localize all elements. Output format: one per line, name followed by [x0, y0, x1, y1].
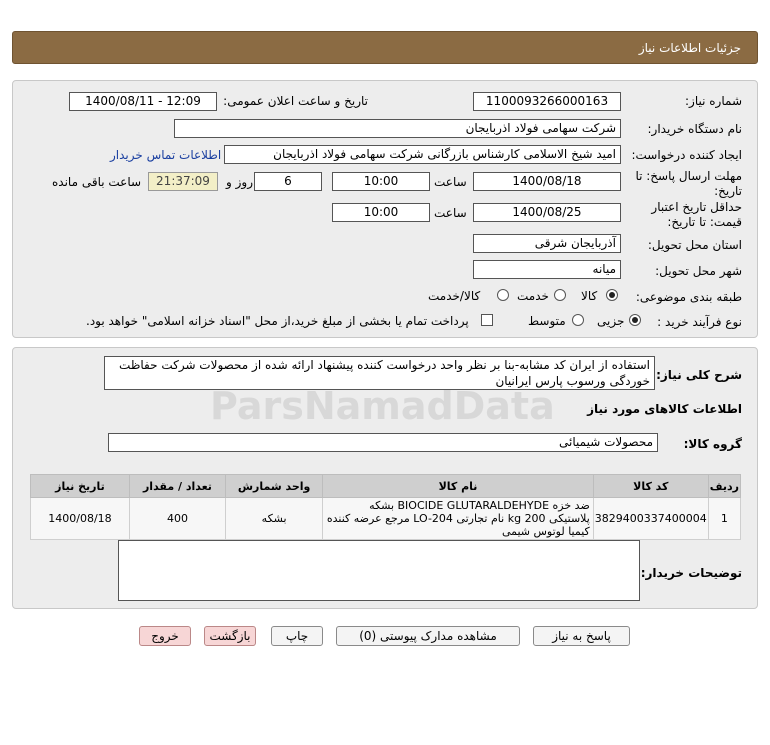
cell-unit: بشکه: [226, 498, 323, 540]
price-time-field: 10:00: [332, 203, 430, 222]
city-label: شهر محل تحویل:: [655, 264, 742, 278]
process-option-minor: جزیی: [597, 314, 625, 328]
contact-buyer-link[interactable]: اطلاعات تماس خریدار: [110, 148, 222, 162]
col-unit: واحد شمارش: [226, 475, 323, 498]
treasury-checkbox[interactable]: [481, 314, 493, 326]
price-valid-label-2: قیمت: تا تاریخ:: [667, 215, 742, 229]
category-radio-goods-service[interactable]: [497, 289, 509, 301]
category-option-service: خدمت: [517, 289, 549, 303]
category-radio-goods[interactable]: [606, 289, 618, 301]
category-radio-service[interactable]: [554, 289, 566, 301]
goods-section-title: اطلاعات کالاهای مورد نیاز: [587, 402, 742, 416]
cell-code: 3829400337400004: [593, 498, 708, 540]
price-valid-label: حداقل تاریخ اعتبار: [651, 200, 742, 214]
col-date: تاریخ نیاز: [31, 475, 130, 498]
province-label: استان محل تحویل:: [647, 238, 742, 252]
reply-button[interactable]: پاسخ به نیاز: [533, 626, 630, 646]
cell-name: ضد خزه BIOCIDE GLUTARALDEHYDE بشکه پلاستیکی 200 kg نام تجارتی LO-204 مرجع عرضه کننده کیمیا لوتوس شیمی: [323, 498, 594, 540]
summary-field: استفاده از ایران کد مشابه-بنا بر نظر واحد درخواست کننده پیشنهاد ارائه شده از محصولات شرکت حفاظت خوردگی ورسوب پارس ایرانیان: [104, 356, 655, 390]
buyer-org-label: نام دستگاه خریدار:: [647, 122, 742, 136]
cell-qty: 400: [129, 498, 225, 540]
exit-button[interactable]: خروج: [139, 626, 191, 646]
goods-group-label: گروه کالا:: [683, 437, 742, 451]
reply-deadline-label: مهلت ارسال پاسخ: تا: [635, 169, 742, 183]
need-number-label: شماره نیاز:: [685, 94, 742, 108]
requester-field: امید شیخ الاسلامی کارشناس بازرگانی شرکت سهامی فولاد اذربایجان: [224, 145, 621, 164]
print-button[interactable]: چاپ: [271, 626, 323, 646]
reply-time-label: ساعت: [434, 175, 467, 189]
province-field: آذربایجان شرقی: [473, 234, 621, 253]
process-option-medium: متوسط: [528, 314, 566, 328]
process-radio-medium[interactable]: [572, 314, 584, 326]
page-title: جزئیات اطلاعات نیاز: [638, 41, 741, 55]
category-option-goods: کالا: [581, 289, 598, 303]
category-label: طبقه بندی موضوعی:: [635, 290, 742, 304]
price-time-label: ساعت: [434, 206, 467, 220]
back-button[interactable]: بازگشت: [204, 626, 256, 646]
announce-field: 1400/08/11 - 12:09: [69, 92, 217, 111]
days-field: 6: [254, 172, 322, 191]
cell-date: 1400/08/18: [31, 498, 130, 540]
process-radio-minor[interactable]: [629, 314, 641, 326]
process-label: نوع فرآیند خرید :: [657, 315, 742, 329]
col-code: کد کالا: [593, 475, 708, 498]
announce-label: تاریخ و ساعت اعلان عمومی:: [223, 94, 368, 108]
payment-note: پرداخت تمام یا بخشی از مبلغ خرید،از محل "اسناد خزانه اسلامی" خواهد بود.: [86, 314, 469, 328]
table-row: [31, 498, 741, 540]
buyer-notes-field: [118, 540, 640, 601]
remaining-label: ساعت باقی مانده: [52, 175, 142, 189]
col-row: ردیف: [708, 475, 740, 498]
goods-group-field: محصولات شیمیائی: [108, 433, 658, 452]
col-name: نام کالا: [323, 475, 594, 498]
attachments-button[interactable]: مشاهده مدارک پیوستی (0): [336, 626, 520, 646]
requester-label: ایجاد کننده درخواست:: [631, 148, 742, 162]
price-date-field: 1400/08/25: [473, 203, 621, 222]
days-label: روز و: [226, 175, 253, 189]
reply-time-field: 10:00: [332, 172, 430, 191]
buyer-notes-label: توضیحات خریدار:: [640, 566, 742, 580]
reply-deadline-label-2: تاریخ:: [714, 184, 742, 198]
remaining-time-field: 21:37:09: [148, 172, 218, 191]
category-option-goods-service: کالا/خدمت: [428, 289, 481, 303]
need-number-field: 1100093266000163: [473, 92, 621, 111]
buyer-org-field: شرکت سهامی فولاد اذربایجان: [174, 119, 621, 138]
table-header-row: [31, 475, 741, 498]
cell-row: 1: [708, 498, 740, 540]
goods-table: [30, 474, 741, 540]
reply-date-field: 1400/08/18: [473, 172, 621, 191]
summary-label: شرح کلی نیاز:: [656, 368, 742, 382]
city-field: میانه: [473, 260, 621, 279]
col-qty: تعداد / مقدار: [129, 475, 225, 498]
page-header: [12, 31, 758, 64]
